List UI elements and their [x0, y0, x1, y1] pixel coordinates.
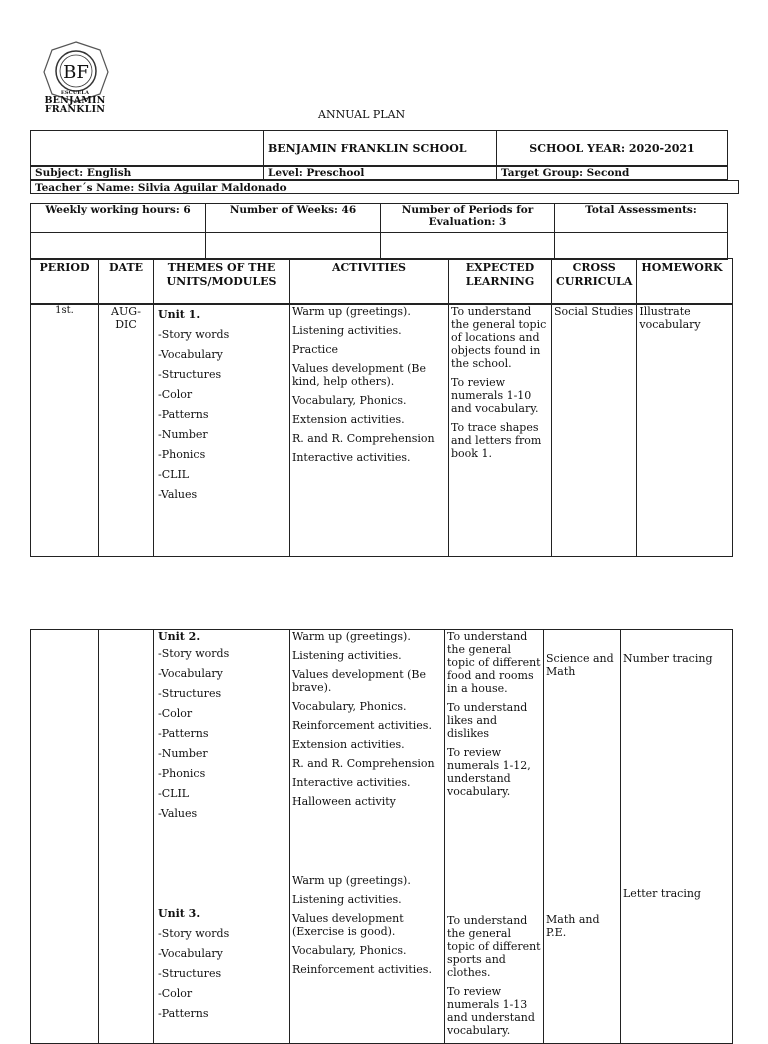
learning-item: To understand likes and dislikes	[447, 701, 528, 740]
themes-cell	[154, 304, 290, 556]
activity-item: Values development (Be kind, help others).	[292, 362, 427, 388]
teacher-name: Teacher´s Name: Silvia Aguilar Maldonado	[30, 180, 739, 194]
activities-cell	[290, 630, 445, 1044]
activities-cell	[290, 304, 449, 556]
theme-item: -Structures	[158, 967, 222, 980]
col-period: PERIOD	[31, 259, 99, 305]
plan-table	[30, 258, 733, 557]
learning-item: To review numerals 1-12, understand vocabulary.	[447, 746, 531, 798]
theme-item: -Color	[158, 707, 193, 720]
total-assessments: Total Assessments:	[555, 204, 728, 233]
activity-item: Vocabulary, Phonics.	[292, 700, 407, 713]
theme-item: -Story words	[158, 647, 230, 660]
logo-monogram: BF	[63, 62, 89, 83]
learning-item: To understand the general topic of different food and rooms in a house.	[447, 630, 541, 695]
activity-item: R. and R. Comprehension	[292, 432, 435, 445]
activity-item: R. and R. Comprehension	[292, 757, 435, 770]
activity-item: Listening activities.	[292, 324, 402, 337]
homework-item: Number tracing	[623, 652, 713, 665]
cross-cell: Social Studies	[552, 304, 637, 556]
number-of-weeks: Number of Weeks: 46	[206, 204, 381, 233]
homework-item: Letter tracing	[623, 887, 701, 900]
activity-item: Listening activities.	[292, 893, 402, 906]
learning-cell	[445, 630, 544, 1044]
target-group: Target Group: Second	[497, 167, 728, 180]
school-year: SCHOOL YEAR: 2020-2021	[497, 131, 728, 166]
cross-item: Science and Math	[546, 652, 614, 678]
col-cross: CROSS CURRICULA	[552, 259, 637, 305]
header-empty-cell	[31, 131, 264, 166]
activity-item: Warm up (greetings).	[292, 874, 411, 887]
page-title: ANNUAL PLAN	[318, 108, 406, 121]
theme-item: -Values	[158, 488, 198, 501]
activity-item: Warm up (greetings).	[292, 630, 411, 643]
activity-item: Reinforcement activities.	[292, 963, 432, 976]
theme-item: -Patterns	[158, 1007, 209, 1020]
activity-item: Listening activities.	[292, 649, 402, 662]
activity-item: Values development (Be brave).	[292, 668, 427, 694]
activity-item: Vocabulary, Phonics.	[292, 944, 407, 957]
theme-item: -Story words	[158, 328, 230, 341]
theme-item: -Story words	[158, 927, 230, 940]
header-table	[30, 130, 728, 166]
empty-cell	[206, 233, 381, 260]
unit-title: Unit 3.	[158, 907, 201, 920]
theme-item: -Patterns	[158, 408, 209, 421]
theme-item: -Phonics	[158, 448, 206, 461]
activity-item: Vocabulary, Phonics.	[292, 394, 407, 407]
activity-item: Reinforcement activities.	[292, 719, 432, 732]
activity-item: Interactive activities.	[292, 451, 411, 464]
theme-item: -Color	[158, 388, 193, 401]
theme-item: -Number	[158, 747, 208, 760]
plan-table-continued	[30, 629, 733, 1044]
weekly-hours: Weekly working hours: 6	[31, 204, 206, 233]
theme-item: -Color	[158, 987, 193, 1000]
theme-item: -CLIL	[158, 787, 190, 800]
theme-item: -Phonics	[158, 767, 206, 780]
homework-cell: Illustrate vocabulary	[637, 304, 733, 556]
activity-item: Extension activities.	[292, 738, 405, 751]
theme-item: -Vocabulary	[158, 348, 223, 361]
cross-item: Math and P.E.	[546, 913, 600, 939]
col-date: DATE	[99, 259, 154, 305]
unit-title: Unit 2.	[158, 630, 201, 643]
activity-item: Values development (Exercise is good).	[292, 912, 404, 938]
theme-item: -Structures	[158, 687, 222, 700]
learning-item: To review numerals 1-13 and understand vocabulary.	[447, 985, 535, 1037]
activity-item: Practice	[292, 343, 338, 356]
learning-item: To trace shapes and letters from book 1.	[451, 421, 542, 460]
learning-item: To understand the general topic of locations and objects found in the school.	[451, 305, 547, 370]
activity-item: Warm up (greetings).	[292, 305, 411, 318]
table-row	[31, 630, 733, 1044]
period-cell	[31, 630, 99, 1044]
col-activities: ACTIVITIES	[290, 259, 449, 305]
theme-item: -Vocabulary	[158, 947, 223, 960]
theme-item: -Structures	[158, 368, 222, 381]
homework-cell	[621, 630, 733, 1044]
theme-item: -Patterns	[158, 727, 209, 740]
date-cell: AUG-DIC	[99, 304, 154, 556]
theme-item: -Number	[158, 428, 208, 441]
logo-wordmark: ESCUELA BENJAMIN FRANKLIN	[44, 90, 106, 115]
col-learning: EXPECTED LEARNING	[449, 259, 552, 305]
col-themes: THEMES OF THE UNITS/MODULES	[154, 259, 290, 305]
activity-item: Halloween activity	[292, 795, 396, 808]
unit-title: Unit 1.	[158, 308, 201, 321]
empty-cell	[381, 233, 555, 260]
empty-cell	[31, 233, 206, 260]
learning-item: To review numerals 1-10 and vocabulary.	[451, 376, 539, 415]
themes-cell	[154, 630, 290, 1044]
subject: Subject: English	[31, 167, 264, 180]
theme-item: -CLIL	[158, 468, 190, 481]
learning-item: To understand the general topic of different sports and clothes.	[447, 914, 541, 979]
empty-cell	[555, 233, 728, 260]
date-cell	[99, 630, 154, 1044]
learning-cell	[449, 304, 552, 556]
header-info-row	[30, 166, 728, 180]
activity-item: Interactive activities.	[292, 776, 411, 789]
theme-item: -Values	[158, 807, 198, 820]
col-homework: HOMEWORK	[637, 259, 733, 305]
school-name: BENJAMIN FRANKLIN SCHOOL	[264, 131, 497, 166]
theme-item: -Vocabulary	[158, 667, 223, 680]
cross-cell	[544, 630, 621, 1044]
period-cell: 1st.	[31, 304, 99, 556]
table-row	[31, 304, 733, 556]
number-of-periods: Number of Periods for Evaluation: 3	[381, 204, 555, 233]
hours-table	[30, 203, 728, 260]
level: Level: Preschool	[264, 167, 497, 180]
activity-item: Extension activities.	[292, 413, 405, 426]
